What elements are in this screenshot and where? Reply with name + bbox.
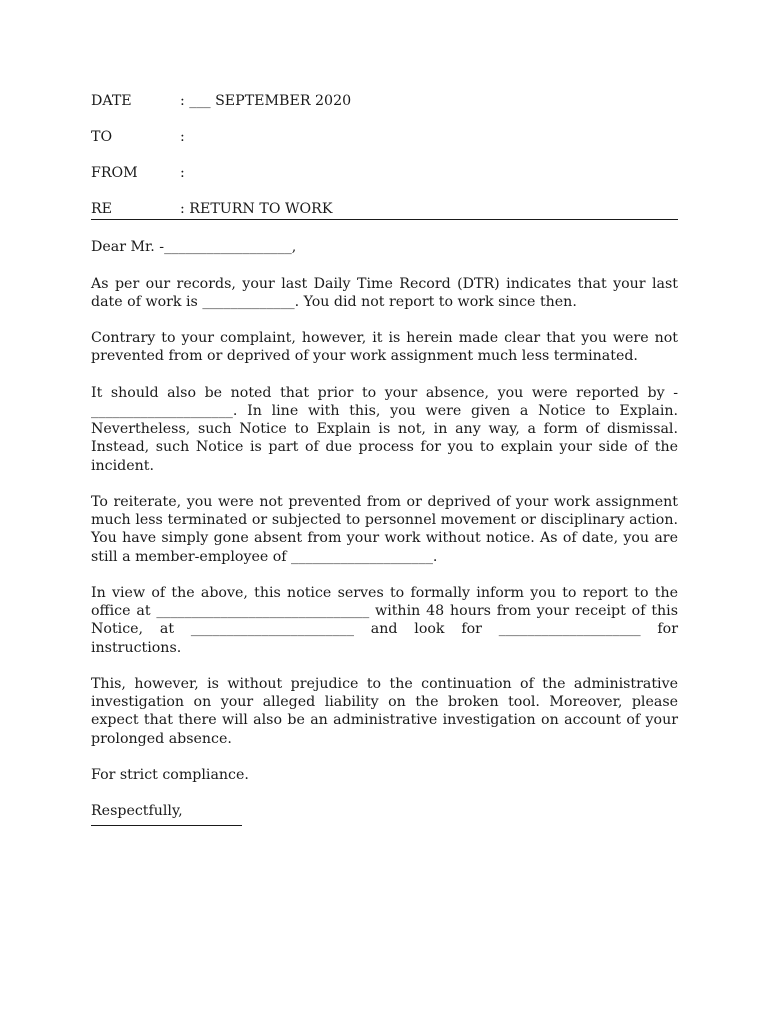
date-value: : ___ SEPTEMBER 2020 (180, 93, 352, 109)
to-label: TO (91, 128, 113, 145)
from-label: FROM (91, 164, 138, 181)
signature-line (91, 825, 242, 826)
header-re-row (91, 200, 678, 220)
header-from-row (91, 164, 678, 182)
letter-document (91, 92, 678, 826)
signoff: Respectfully, (91, 803, 183, 820)
re-label: RE (91, 200, 113, 217)
paragraph-dtr: As per our records, your last Daily Time Record (DTR) indicates that your last date of work is _____________. You did not report to work since then. (91, 275, 678, 310)
re-value: : RETURN TO WORK (180, 200, 333, 217)
header-date-row (91, 92, 678, 110)
paragraph-notice-to-explain: It should also be noted that prior to your absence, you were reported by - ____________________. In line with this, you were given a Notice to Explain. Nevertheless, such Notice to Explain is not, in any way, a form of dismissal. Instead, such Notice is part of due process for you to explain your side of the incident. (91, 384, 678, 474)
date-label: DATE (91, 93, 132, 109)
header-to-row (91, 128, 678, 146)
paragraph-report-to-office: In view of the above, this notice serves to formally inform you to report to the office at ______________________________ within 48 hours from your receipt of this Notice, at _______________________ and look for ____________________ for instructions. (91, 584, 678, 656)
compliance-line: For strict compliance. (91, 766, 249, 783)
paragraph-reiterate: To reiterate, you were not prevented from or deprived of your work assignment much less terminated or subjected to personnel movement or disciplinary action. You have simply gone absent from your work without notice. As of date, you are still a member-employee of ____________________. (91, 493, 678, 565)
paragraph-investigation: This, however, is without prejudice to the continuation of the administrative investigation on your alleged liability on the broken tool. Moreover, please expect that there will also be an administrative investigation on account of your prolonged absence. (91, 675, 678, 747)
to-value: : (180, 128, 185, 145)
paragraph-not-terminated: Contrary to your complaint, however, it is herein made clear that you were not prevented from or deprived of your work assignment much less terminated. (91, 330, 678, 365)
salutation: Dear Mr. -__________________, (91, 239, 297, 256)
from-value: : (180, 164, 185, 181)
